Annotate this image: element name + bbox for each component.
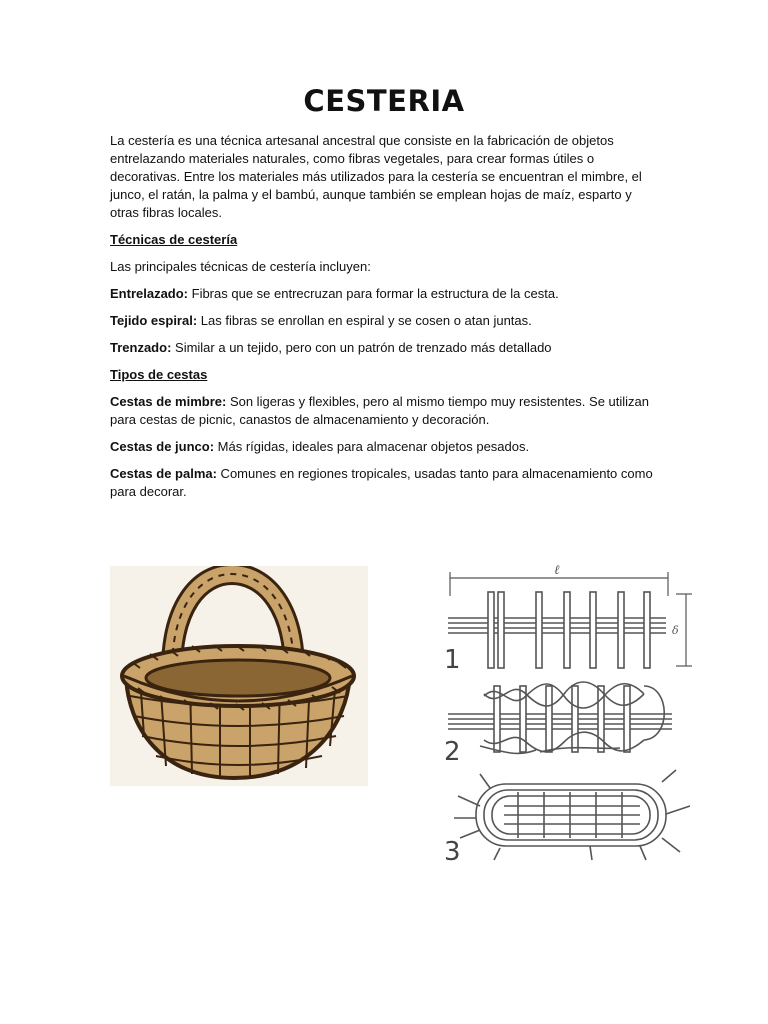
techniques-heading: Técnicas de cestería xyxy=(110,232,238,247)
basket-image xyxy=(110,566,368,786)
type-item xyxy=(110,438,660,456)
technique-item xyxy=(110,285,660,303)
technique-item xyxy=(110,339,660,357)
height-label: δ xyxy=(672,624,679,637)
step-3-drawing xyxy=(454,770,690,860)
basket-illustration xyxy=(110,566,368,786)
step-label: 3 xyxy=(444,837,461,867)
technique-term: Trenzado: xyxy=(110,340,172,355)
weaving-diagram xyxy=(440,556,698,872)
type-term: Cestas de mimbre: xyxy=(110,394,227,409)
technique-item xyxy=(110,312,660,330)
step-2-drawing xyxy=(448,682,672,753)
type-term: Cestas de junco: xyxy=(110,439,215,454)
document-body xyxy=(110,132,660,510)
page-title: CESTERIA xyxy=(303,84,465,118)
step-label: 2 xyxy=(444,737,461,767)
weaving-diagram-drawing xyxy=(440,556,698,872)
intro-paragraph: La cestería es una técnica artesanal ancestral que consiste en la fabricación de objetos entrelazando materiales naturales, como fibras vegetales, para crear formas útiles o decorativas. Entre los materiales más utilizados para la cestería se encuentran el mimbre, el junco, el ratán, la palma y el bambú, aunque también se emplean hojas de maíz, esparto y otras fibras locales. xyxy=(110,133,642,220)
technique-desc: Fibras que se entrecruzan para formar la estructura de la cesta. xyxy=(188,286,559,301)
type-desc: Comunes en regiones tropicales, usadas tanto para almacenamiento como para decorar. xyxy=(110,466,653,499)
type-term: Cestas de palma: xyxy=(110,466,217,481)
type-desc: Son ligeras y flexibles, pero al mismo tiempo muy resistentes. Se utilizan para cestas de picnic, canastos de almacenamiento y decoración. xyxy=(110,394,650,427)
technique-desc: Similar a un tejido, pero con un patrón de trenzado más detallado xyxy=(171,340,552,355)
step-1-drawing xyxy=(448,592,666,668)
length-label: ℓ xyxy=(554,563,560,578)
type-item xyxy=(110,465,660,501)
type-desc: Más rígidas, ideales para almacenar objetos pesados. xyxy=(214,439,530,454)
types-heading: Tipos de cestas xyxy=(110,367,208,382)
technique-term: Tejido espiral: xyxy=(110,313,198,328)
techniques-intro: Las principales técnicas de cestería incluyen: xyxy=(110,259,371,274)
step-label: 1 xyxy=(444,645,461,675)
type-item xyxy=(110,393,660,429)
technique-term: Entrelazado: xyxy=(110,286,189,301)
technique-desc: Las fibras se enrollan en espiral y se cosen o atan juntas. xyxy=(197,313,532,328)
